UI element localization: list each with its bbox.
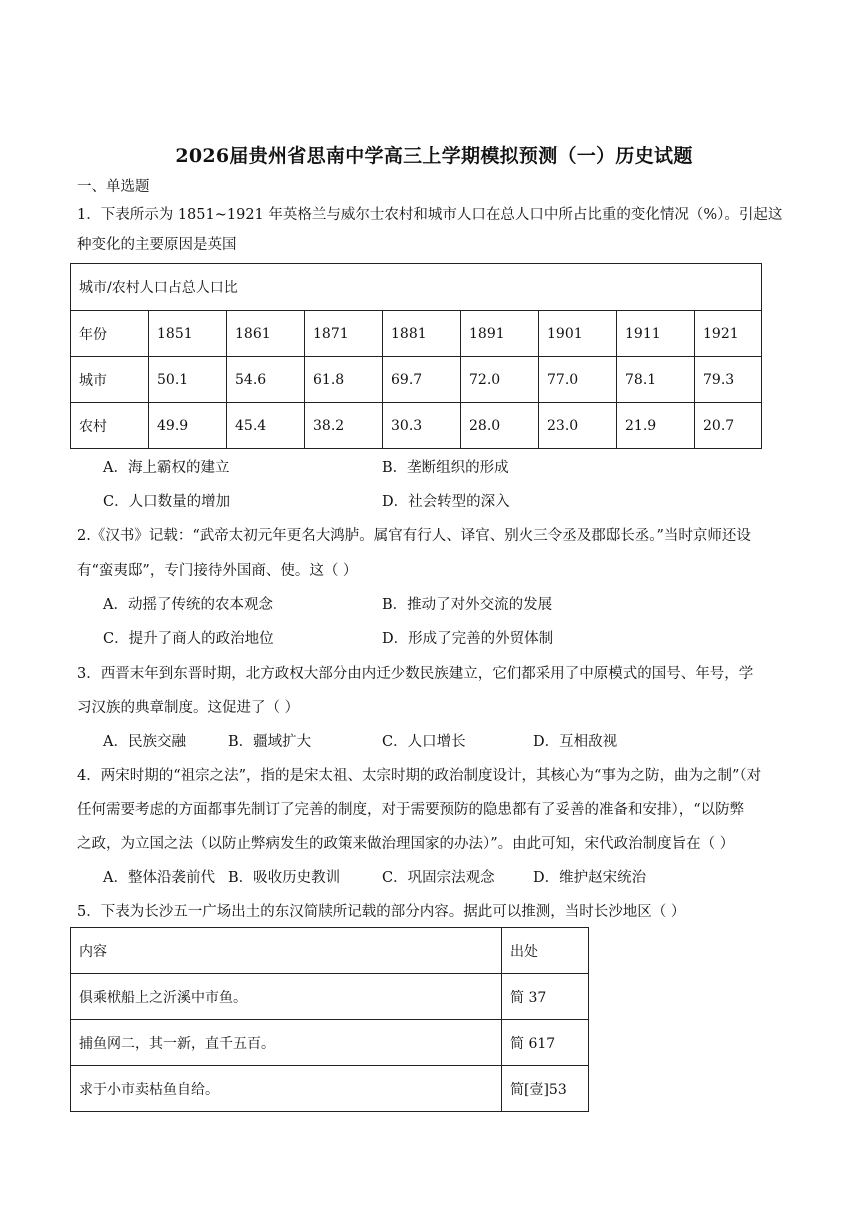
table-cell: 49.9 <box>149 403 227 449</box>
q2-stem-line1: 2.《汉书》记载：“武帝太初元年更名大鸿胪。属官有行人、译官、别火三令丞及郡邸长丞。”当时京师还设 <box>77 528 751 544</box>
table-header-cell: 内容 <box>71 928 502 974</box>
table-header-cell: 1891 <box>461 311 539 357</box>
table-header-cell: 年份 <box>71 311 149 357</box>
table-cell: 72.0 <box>461 357 539 403</box>
table-cell: 45.4 <box>227 403 305 449</box>
table-cell: 求于小市卖枯鱼自给。 <box>71 1066 502 1112</box>
q2-option-a[interactable]: A．动摇了传统的农本观念 <box>103 597 273 613</box>
q1-population-table <box>70 263 762 449</box>
q4-option-d[interactable]: D．维护赵宋统治 <box>533 870 647 886</box>
q4-option-b[interactable]: B．吸收历史教训 <box>228 870 341 886</box>
q3-option-d[interactable]: D．互相敌视 <box>533 734 618 750</box>
q5-stem-line1: 5．下表为长沙五一广场出土的东汉简牍所记载的部分内容。据此可以推测，当时长沙地区（ ） <box>77 904 686 920</box>
q1-option-a[interactable]: A．海上霸权的建立 <box>103 460 230 476</box>
q2-option-c[interactable]: C．提升了商人的政治地位 <box>103 631 274 647</box>
table-cell: 农村 <box>71 403 149 449</box>
table-cell: 28.0 <box>461 403 539 449</box>
q3-option-b[interactable]: B．疆域扩大 <box>228 734 312 750</box>
table-cell: 简 617 <box>502 1020 589 1066</box>
table-header-cell: 出处 <box>502 928 589 974</box>
table-cell: 61.8 <box>305 357 383 403</box>
table-cell: 77.0 <box>539 357 617 403</box>
table-cell: 20.7 <box>695 403 762 449</box>
table-caption: 城市/农村人口占总人口比 <box>71 264 762 311</box>
q4-stem-line3: 之政，为立国之法（以防止弊病发生的政策来做治理国家的办法）”。由此可知，宋代政治制度旨在（ ） <box>77 836 735 852</box>
table-cell: 38.2 <box>305 403 383 449</box>
q1-stem-line1: 1．下表所示为 1851~1921 年英格兰与威尔士农村和城市人口在总人口中所占比重的变化情况（%）。引起这 <box>77 207 783 223</box>
table-cell: 50.1 <box>149 357 227 403</box>
q4-stem-line2: 任何需要考虑的方面都事先制订了完善的制度，对于需要预防的隐患都有了妥善的准备和安排），“以防弊 <box>77 802 745 818</box>
table-cell: 78.1 <box>617 357 695 403</box>
table-cell: 简[壹]53 <box>502 1066 589 1112</box>
table-row <box>71 403 762 449</box>
table-row <box>71 974 589 1020</box>
table-cell: 简 37 <box>502 974 589 1020</box>
table-header-row <box>71 311 762 357</box>
table-header-cell: 1861 <box>227 311 305 357</box>
table-header-cell: 1921 <box>695 311 762 357</box>
table-cell: 城市 <box>71 357 149 403</box>
table-row <box>71 357 762 403</box>
section-heading: 一、单选题 <box>77 179 150 195</box>
q3-option-a[interactable]: A．民族交融 <box>103 734 186 750</box>
q2-option-d[interactable]: D．形成了完善的外贸体制 <box>382 631 554 647</box>
q4-option-c[interactable]: C．巩固宗法观念 <box>382 870 495 886</box>
q3-stem-line1: 3．西晋末年到东晋时期，北方政权大部分由内迁少数民族建立，它们都采用了中原模式的国号、年号，学 <box>77 666 754 682</box>
q3-stem-line2: 习汉族的典章制度。这促进了（ ） <box>77 700 300 716</box>
table-row <box>71 1066 589 1112</box>
table-cell: 30.3 <box>383 403 461 449</box>
q5-bamboo-slip-table <box>70 927 589 1112</box>
table-header-cell: 1881 <box>383 311 461 357</box>
table-cell: 21.9 <box>617 403 695 449</box>
table-header-cell: 1851 <box>149 311 227 357</box>
table-header-row <box>71 928 589 974</box>
table-cell: 23.0 <box>539 403 617 449</box>
q1-option-d[interactable]: D．社会转型的深入 <box>382 494 510 510</box>
table-cell: 俱乘栿船上之沂溪中市鱼。 <box>71 974 502 1020</box>
q3-option-c[interactable]: C．人口增长 <box>382 734 466 750</box>
table-header-cell: 1871 <box>305 311 383 357</box>
table-header-cell: 1911 <box>617 311 695 357</box>
q2-stem-line2: 有“蛮夷邸”，专门接待外国商、使。这（ ） <box>77 563 358 579</box>
table-cell: 捕鱼网二，其一新，直千五百。 <box>71 1020 502 1066</box>
q1-stem-line2: 种变化的主要原因是英国 <box>77 237 237 253</box>
table-cell: 79.3 <box>695 357 762 403</box>
q1-option-b[interactable]: B．垄断组织的形成 <box>382 460 509 476</box>
table-cell: 54.6 <box>227 357 305 403</box>
table-header-cell: 1901 <box>539 311 617 357</box>
q4-stem-line1: 4．两宋时期的“祖宗之法”，指的是宋太祖、太宗时期的政治制度设计，其核心为“事为之防，曲为之制”（对 <box>77 768 762 784</box>
q4-option-a[interactable]: A．整体沿袭前代 <box>103 870 215 886</box>
table-row <box>71 1020 589 1066</box>
q1-option-c[interactable]: C．人口数量的增加 <box>103 494 231 510</box>
table-caption-row <box>71 264 762 311</box>
q2-option-b[interactable]: B．推动了对外交流的发展 <box>382 597 553 613</box>
exam-title: 2026届贵州省思南中学高三上学期模拟预测（一）历史试题 <box>175 145 693 167</box>
table-cell: 69.7 <box>383 357 461 403</box>
